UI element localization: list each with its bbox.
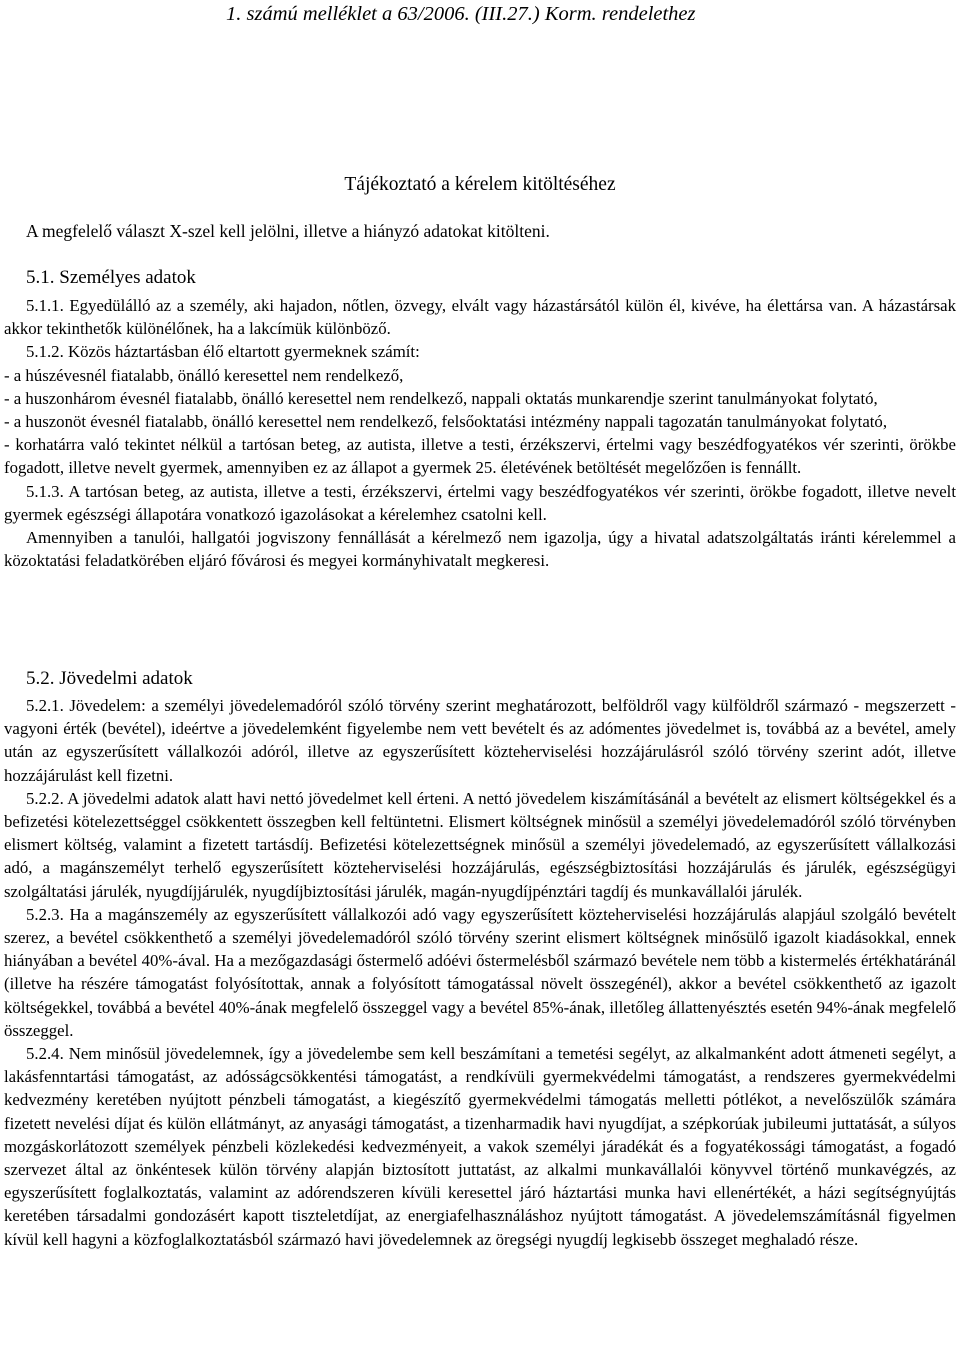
paragraph-5-2-1: 5.2.1. Jövedelem: a személyi jövedelemadóról szóló törvény szerint meghatározott, belföldről vagy külföldről származó - megszerzett - vagyoni érték (bevétel), ideértve a jövedelemként figyelembe nem vett bevételt és az adómentes jövedelmet is, továbbá az a bevétel, amely után az egyszerűsített vállalkozói adóról, illetve az egyszerűsített közteherviselési hozzájárulásról szóló törvény szerint adót, illetve hozzájárulást kell fizetni. — [4, 696, 956, 785]
list-item-child-disabled: - korhatárra való tekintet nélkül a tartósan beteg, az autista, illetve a testi, érzékszervi, értelmi vagy beszédfogyatékos vér szerinti, örökbe fogadott, illetve nevelt gyermek, amennyiben ez az állapot a gyermek 25. életévének betöltését megelőzően is fennállt. — [4, 435, 956, 478]
paragraph-5-1-1: 5.1.1. Egyedülálló az a személy, aki hajadon, nőtlen, özvegy, elvált vagy házastársától külön él, kivéve, ha élettársa van. A házastársak akkor tekinthetők különélőnek, ha a lakcímük különböző. — [4, 296, 956, 339]
section-heading-personal-data: 5.1. Személyes adatok — [26, 267, 196, 288]
section-personal-data-body — [4, 294, 956, 572]
section-heading-income-data: 5.2. Jövedelmi adatok — [26, 668, 193, 689]
page-title: Tájékoztató a kérelem kitöltéséhez — [344, 174, 616, 195]
intro-instruction: A megfelelő választ X-szel kell jelölni, illetve a hiányzó adatokat kitölteni. — [26, 221, 550, 241]
paragraph-5-1-2: 5.1.2. Közös háztartásban élő eltartott gyermeknek számít: — [26, 342, 420, 362]
annex-header: 1. számú melléklet a 63/2006. (III.27.) Korm. rendelethez — [226, 3, 696, 25]
list-item-child-under-25: - a huszonöt évesnél fiatalabb, önálló keresettel nem rendelkező, felsőoktatási intézmény nappali tagozatán tanulmányokat folytató, — [4, 412, 888, 432]
paragraph-5-2-3: 5.2.3. Ha a magánszemély az egyszerűsített vállalkozói adó vagy egyszerűsített közteherviselési hozzájárulás alapjául szolgáló bevételt szerez, a bevétel csökkenthető a személyi jövedelemadóról szóló törvény szerint elismert költségnek minősülő igazolt kiadásokkal, ennek hiányában a bevétel 40%-ával. Ha a mezőgazdasági őstermelő adóévi őstermelésből származó bevétele nem több a kistermelés értékhatáránál (illetve ha részére támogatást folyósítottak, annak a folyósított támogatással növelt összegénél), akkor a bevétel csökkenthető az igazolt költségekkel, továbbá a bevétel 40%-ának megfelelő összeggel vagy a bevétel 85%-ának, illetőleg állattenyésztés esetén 94%-ának megfelelő összeggel. — [4, 904, 956, 1040]
paragraph-5-1-3: 5.1.3. A tartósan beteg, az autista, illetve a testi, érzékszervi, értelmi vagy beszédfogyatékos vér szerinti, örökbe fogadott, illetve nevelt gyermek egészségi állapotára vonatkozó igazolásokat a kérelemhez csatolni kell. — [4, 481, 956, 524]
list-item-child-under-20: - a húszévesnél fiatalabb, önálló keresettel nem rendelkező, — [4, 365, 404, 385]
section-income-data-body — [4, 694, 956, 1251]
list-item-child-under-23: - a huszonhárom évesnél fiatalabb, önálló keresettel nem rendelkező, nappali oktatás munkarendje szerint tanulmányokat folytató, — [4, 388, 878, 408]
paragraph-5-2-4: 5.2.4. Nem minősül jövedelemnek, így a jövedelembe sem kell beszámítani a temetési segélyt, az alkalmanként adott átmeneti segélyt, a lakásfenntartási támogatást, az adósságcsökkentési támogatást, a rendkívüli gyermekvédelmi támogatást, a rendszeres gyermekvédelmi kedvezmény keretében nyújtott pénzbeli támogatást, a kiegészítő gyermekvédelmi támogatás melletti pótlékot, a nevelőszülők számára fizetett nevelési díjat és külön ellátmányt, az anyasági támogatást, a tizenharmadik havi nyugdíjat, a szépkorúak jubileumi juttatását, a súlyos mozgáskorlátozott személyek pénzbeli közlekedési kedvezményeit, a vakok személyi járadékát és a fogyatékossági támogatást, a fogadó szervezet által az önkéntesek külön törvény alapján biztosított juttatást, az alkalmi munkavállalói könyvvel történő munkavégzés, az egyszerűsített foglalkoztatás, valamint az adórendszeren kívüli keresettel járó háztartási munka havi ellenértékét, a házi segítségnyújtás keretében társadalmi gondozásért kapott tiszteletdíjat, az energiafelhasználáshoz nyújtott támogatást. A jövedelemszámításnál figyelmen kívül kell hagyni a közfoglalkoztatásból származó havi jövedelemnek az öregségi nyugdíj legkisebb összeget meghaladó része. — [4, 1044, 956, 1249]
paragraph-student-status: Amennyiben a tanulói, hallgatói jogviszony fennállását a kérelmező nem igazolja, úgy a hivatal adatszolgáltatás iránti kérelemmel a közoktatási feladatkörében eljáró fővárosi és megyei kormányhivatalt megkeresi. — [4, 528, 956, 571]
paragraph-5-2-2: 5.2.2. A jövedelmi adatok alatt havi nettó jövedelmet kell érteni. A nettó jövedelem kiszámításánál a bevételt az elismert költségekkel és a befizetési kötelezettséggel csökkentett összegben kell feltüntetni. Elismert költségnek minősül a személyi jövedelemadóról szóló törvényben elismert költség, valamint a fizetett tartásdíj. Befizetési kötelezettségnek minősül a személyi jövedelemadó, az egyszerűsített vállalkozási adó, a magánszemélyt terhelő egyszerűsített közteherviselési hozzájárulás, egészségbiztosítási hozzájárulás és járulék, egészségügyi szolgáltatási járulék, nyugdíjjárulék, nyugdíjbiztosítási járulék, magán-nyugdíjpénztári tagdíj és munkavállalói járulék. — [4, 788, 956, 901]
